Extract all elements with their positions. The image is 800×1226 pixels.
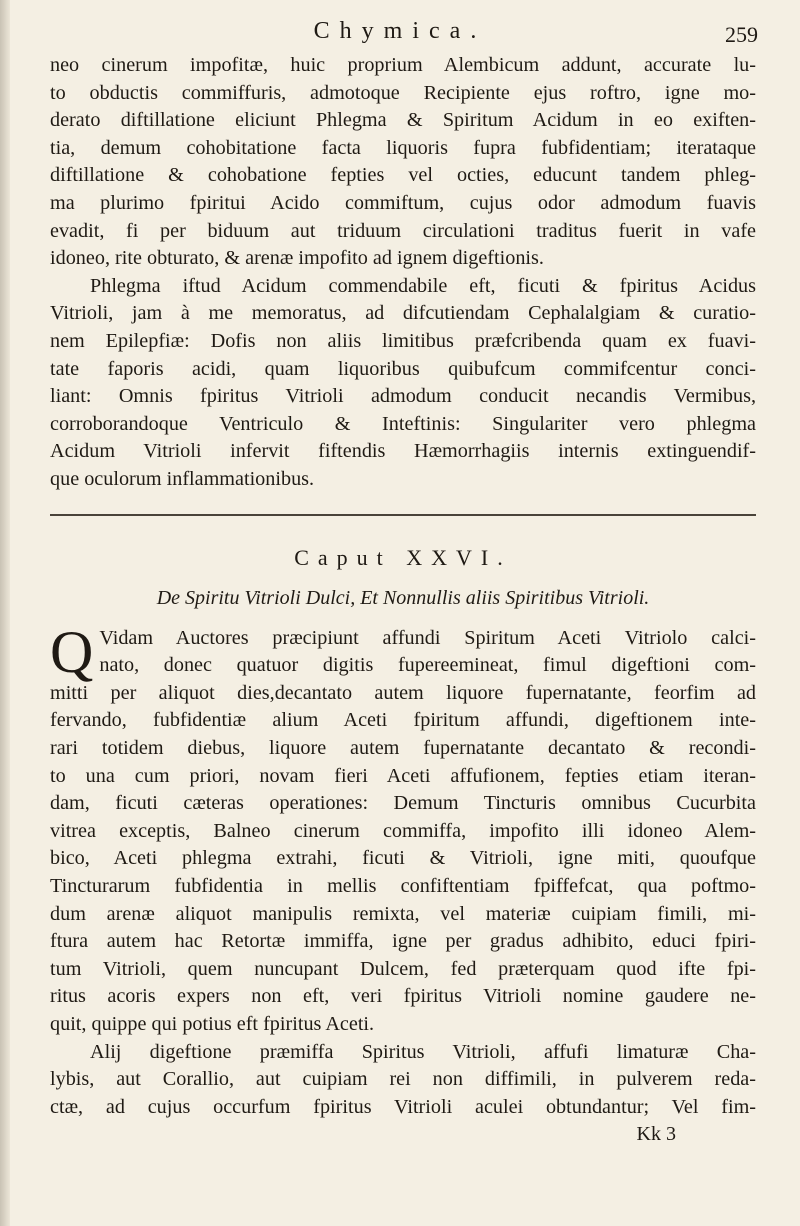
text-line: fervando, fubfidentiæ alium Aceti fpiritum affundi, digeftionem inte- bbox=[50, 709, 756, 732]
text-line: bico, Aceti phlegma extrahi, ficuti & Vitrioli, igne miti, quoufque bbox=[50, 847, 756, 870]
text-line: tum Vitrioli, quem nuncupant Dulcem, fed præterquam quod ifte fpi- bbox=[50, 957, 756, 980]
text-line: que oculorum inflammationibus. bbox=[50, 467, 315, 490]
text-line: diftillatione & cohobatione fepties vel octies, educunt tandem phleg- bbox=[50, 164, 756, 187]
text-line: corroborandoque Ventriculo & Inteftinis: Singulariter vero phlegma bbox=[50, 412, 756, 435]
text-line: evadit, fi per biduum aut triduum circulationi traditus fuerit in vafe bbox=[50, 219, 756, 242]
text-line: mitti per aliquot dies,decantato autem liquore fupernatante, feorfim ad bbox=[50, 681, 756, 704]
page-header bbox=[40, 18, 760, 52]
paragraph-3 bbox=[50, 618, 756, 1039]
text-line: nato, donec quatuor digitis fupereemineat, fimul digeftioni com- bbox=[99, 654, 756, 677]
text-line: tia, demum cohobitatione facta liquoris fupra fubfidentiam; iterataque bbox=[50, 136, 756, 159]
section-divider bbox=[50, 514, 756, 516]
text-line: Acidum Vitrioli infervit fiftendis Hæmorrhagiis internis extinguendif- bbox=[50, 440, 756, 463]
text-line: Vitrioli, jam à me memoratus, ad difcutiendam Cephalalgiam & curatio- bbox=[50, 302, 756, 325]
text-line: ritus acoris expers non eft, veri fpiritus Vitrioli nomine gaudere ne- bbox=[50, 985, 756, 1008]
drop-cap: Q bbox=[50, 618, 94, 685]
text-line: Phlegma iftud Acidum commendabile eft, ficuti & fpiritus Acidus bbox=[90, 274, 756, 297]
text-line: to una cum priori, novam fieri Aceti affufionem, fepties etiam iteran- bbox=[50, 764, 756, 787]
paragraph-4 bbox=[50, 1039, 756, 1122]
text-line: ma plurimo fpiritui Acido commiftum, cujus odor admodum fuavis bbox=[50, 191, 756, 214]
text-line: liant: Omnis fpiritus Vitrioli admodum conducit necandis Vermibus, bbox=[50, 385, 756, 408]
text-line: Alij digeftione præmiffa Spiritus Vitrioli, affufi limaturæ Cha- bbox=[90, 1040, 756, 1063]
text-line: idoneo, rite obturato, & arenæ impofito ad ignem digeftionis. bbox=[50, 247, 544, 270]
text-line: to obductis commiffuris, admotoque Recipiente ejus roftro, igne mo- bbox=[50, 81, 756, 104]
text-line: dam, ficuti cæteras operationes: Demum Tincturis omnibus Cucurbita bbox=[50, 792, 756, 815]
body-text bbox=[50, 52, 756, 1149]
chapter-subtitle: De Spiritu Vitrioli Dulci, Et Nonnullis aliis Spiritibus Vitrioli. bbox=[156, 587, 650, 610]
running-head: Chymica. bbox=[313, 18, 487, 44]
text-line: neo cinerum impofitæ, huic proprium Alembicum addunt, accurate lu- bbox=[50, 54, 756, 76]
text-line: Vidam Auctores præcipiunt affundi Spiritum Aceti Vitriolo calci- bbox=[99, 626, 756, 649]
paragraph-1 bbox=[50, 52, 756, 273]
text-line: ftura autem hac Retortæ immiffa, igne per gradus adhibito, educi fpiri- bbox=[50, 930, 756, 953]
text-line: rari totidem diebus, liquore autem fupernatante decantato & recondi- bbox=[50, 737, 756, 760]
text-line: Tincturarum fubfidentia in mellis confiftentiam fpiffefcat, qua poftmo- bbox=[50, 875, 756, 898]
page-number: 259 bbox=[725, 22, 758, 47]
text-line: vitrea exceptis, Balneo cinerum commiffa, impofito illi idoneo Alem- bbox=[50, 819, 756, 842]
text-line: dum arenæ aliquot manipulis remixta, vel materiæ cuipiam fimili, mi- bbox=[50, 902, 756, 925]
text-line: tate faporis acidi, quam liquoribus quibufcum commifcentur conci- bbox=[50, 357, 756, 380]
text-line: derato diftillatione eliciunt Phlegma & Spiritum Acidum in eo exiften- bbox=[50, 109, 756, 132]
catchword: Kk 3 bbox=[636, 1123, 676, 1146]
text-line: nem Epilepfiæ: Dofis non aliis limitibus præfcribenda quam ex fuavi- bbox=[50, 329, 756, 352]
text-line: ctæ, ad cujus occurfum fpiritus Vitrioli aculei obtundantur; Vel fim- bbox=[50, 1095, 756, 1118]
text-line: quit, quippe qui potius eft fpiritus Aceti. bbox=[50, 1013, 375, 1035]
page-edge bbox=[0, 0, 10, 1226]
paragraph-2 bbox=[50, 273, 756, 494]
chapter-title: Caput XXVI. bbox=[294, 544, 512, 570]
text-line: lybis, aut Corallio, aut cuipiam rei non diffimili, in pulverem reda- bbox=[50, 1068, 756, 1091]
